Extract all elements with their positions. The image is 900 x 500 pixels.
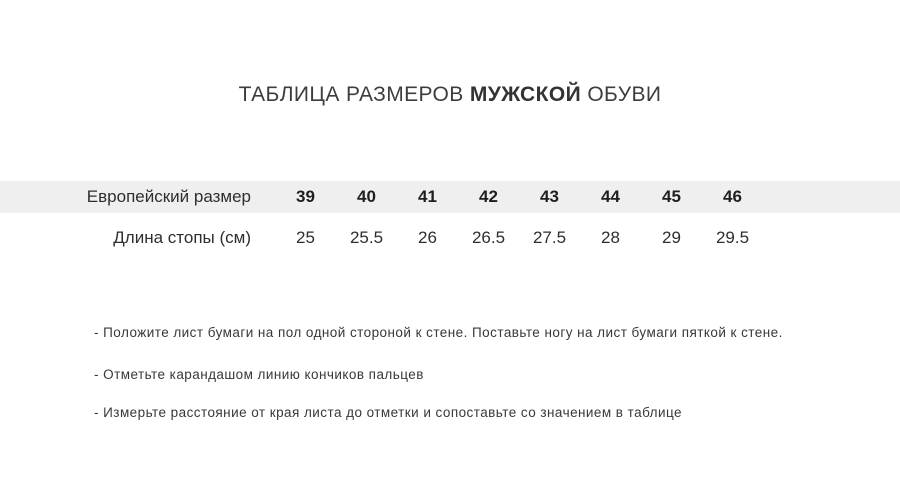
length-cell: 25 [296,228,315,247]
size-cell: 46 [723,187,742,206]
size-cell: 42 [479,187,498,206]
length-cell: 26.5 [471,228,506,247]
length-cell: 29 [662,228,681,247]
size-cell: 44 [601,187,620,206]
instruction-place-paper: - Положите лист бумаги на пол одной стороной к стене. Поставьте ногу на лист бумаги пяткой к стене. [94,325,783,340]
table-row-european-size [0,181,900,213]
row-label-european-size: Европейский размер [86,187,251,206]
row-label-foot-length: Длина стопы (см) [113,228,251,247]
size-table [0,181,900,263]
length-cell: 25.5 [349,228,384,247]
page-title-suffix: ОБУВИ [581,83,662,106]
filler-cell [763,213,900,263]
size-cell: 39 [296,187,315,206]
size-cell: 41 [418,187,437,206]
page-title-prefix: ТАБЛИЦА РАЗМЕРОВ [238,83,470,106]
instruction-mark-line: - Отметьте карандашом линию кончиков пальцев [94,367,424,382]
length-cell: 29.5 [715,228,750,247]
size-cell: 45 [662,187,681,206]
table-row-foot-length [0,213,900,263]
filler-cell [763,181,900,213]
instruction-measure-distance: - Измерьте расстояние от края листа до отметки и сопоставьте со значением в таблице [94,405,682,420]
size-cell: 43 [540,187,559,206]
length-cell: 28 [601,228,620,247]
length-cell: 26 [418,228,437,247]
page-title-emphasis: МУЖСКОЙ [469,83,582,106]
size-cell: 40 [357,187,376,206]
length-cell: 27.5 [532,228,567,247]
page-title [0,83,900,107]
